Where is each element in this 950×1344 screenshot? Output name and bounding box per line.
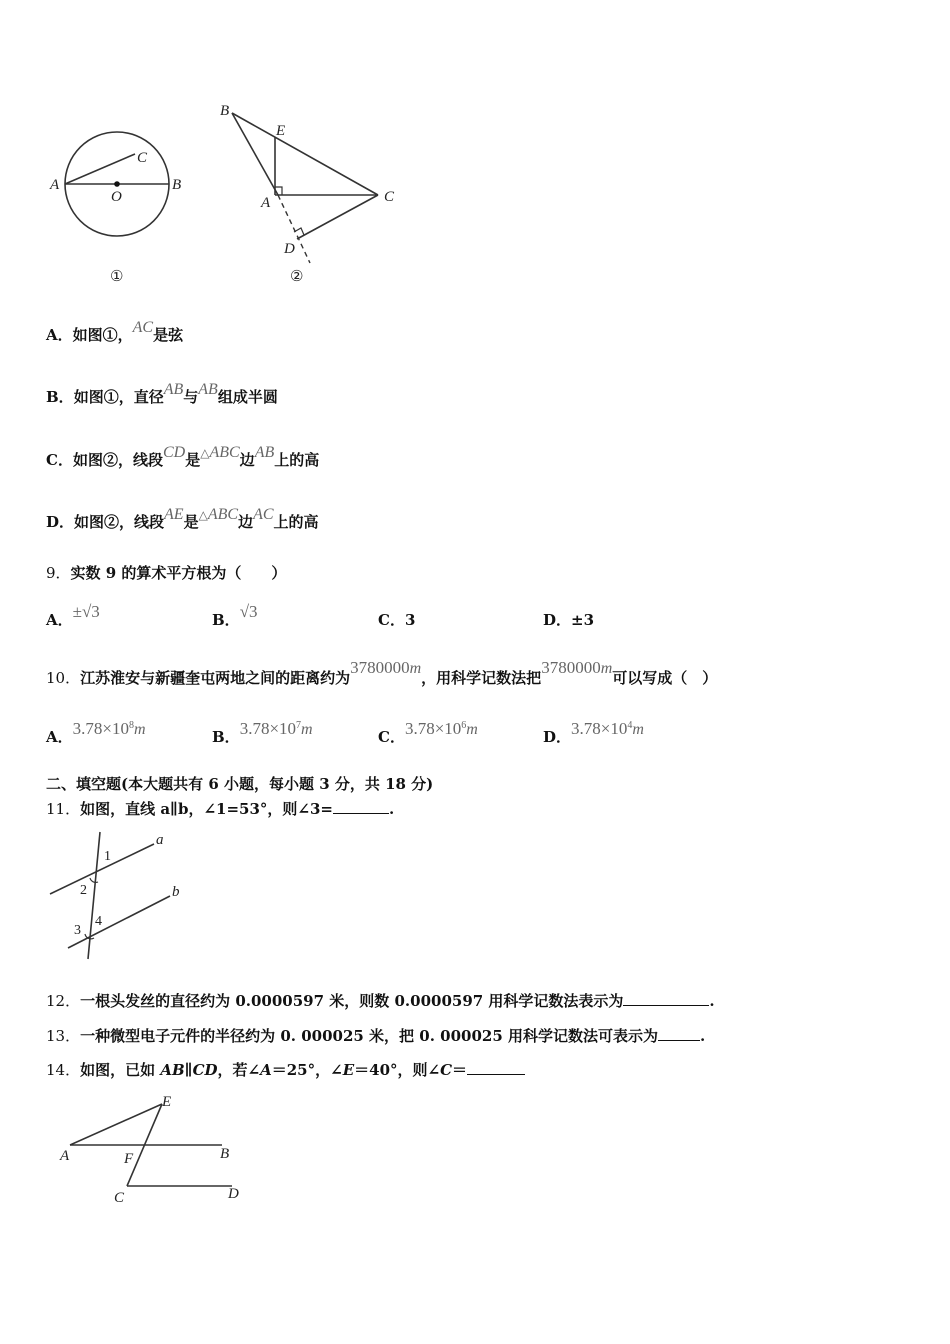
option-letter: B． — [212, 728, 240, 746]
math-e: E — [342, 1061, 355, 1079]
math-a: A — [260, 1061, 272, 1079]
label-c: C — [114, 1190, 125, 1206]
q14-stem — [46, 1059, 525, 1080]
label-f: F — [124, 1151, 134, 1167]
question-text: 如图，直线 a∥b，∠1=53°，则∠3= — [80, 800, 333, 818]
option-text: 是 — [185, 451, 201, 469]
figure-circle — [40, 125, 200, 290]
line-a — [50, 844, 154, 894]
distance-unit: m — [600, 660, 613, 677]
label-a: A — [50, 177, 60, 193]
label-e: E — [276, 123, 286, 139]
question-text: ，用科学记数法把 — [421, 669, 542, 687]
answer-blank[interactable] — [623, 991, 709, 1006]
option-letter: C． — [46, 451, 73, 469]
question-text: . — [700, 1027, 706, 1045]
math-abc: ABC — [209, 444, 240, 461]
angle-arc-2 — [90, 878, 98, 882]
caption-2: ② — [290, 269, 304, 285]
q10-option-d — [543, 719, 644, 747]
option-exponent: 8 — [128, 720, 134, 731]
q9-option-c — [378, 609, 415, 630]
label-b: B — [172, 177, 182, 193]
question-text: 一根头发丝的直径约为 0.0000597 米，则数 0.0000597 用科学记数法表示为 — [80, 992, 624, 1010]
transversal — [88, 832, 100, 959]
answer-blank[interactable] — [658, 1026, 700, 1041]
label-a: A — [60, 1148, 70, 1164]
line-b — [68, 896, 170, 948]
right-angle-d — [294, 228, 304, 235]
distance-unit: m — [409, 660, 422, 677]
option-text: 如图①， — [72, 326, 133, 344]
triangle-symbol: △ — [198, 508, 208, 522]
q8-option-b — [46, 381, 278, 407]
math-ac: AC — [253, 506, 274, 523]
segment-cd — [297, 195, 378, 239]
label-a: a — [156, 832, 164, 848]
question-number: 13． — [46, 1027, 81, 1045]
math-ab: AB — [198, 381, 218, 398]
answer-blank[interactable] — [333, 799, 389, 814]
option-mantissa: 3.78×10 — [72, 719, 129, 738]
q9-stem — [46, 562, 286, 583]
section-heading-text: 二、填空题(本大题共有 6 小题，每小题 3 分，共 18 分) — [46, 775, 434, 793]
label-b: B — [220, 1146, 230, 1162]
option-text: 上的高 — [274, 451, 320, 469]
label-1: 1 — [104, 849, 111, 864]
distance-value: 3780000 — [350, 658, 410, 677]
option-value: √3 — [239, 602, 258, 621]
option-letter: A． — [46, 326, 73, 344]
option-exponent: 7 — [296, 720, 302, 731]
question-number: 9． — [46, 564, 71, 582]
label-2: 2 — [80, 883, 87, 898]
option-unit: m — [133, 721, 146, 738]
q11-stem — [46, 798, 394, 819]
math-ab: AB — [254, 444, 275, 461]
label-d: D — [284, 241, 295, 257]
question-number: 10． — [46, 669, 81, 687]
question-text: ＝40°，则∠ — [354, 1061, 441, 1079]
label-3: 3 — [74, 923, 81, 938]
q10-stem — [46, 658, 718, 688]
option-mantissa: 3.78×10 — [404, 719, 462, 738]
option-mantissa: 3.78×10 — [571, 719, 628, 738]
q10-option-c — [378, 719, 478, 747]
option-letter: A． — [46, 728, 73, 746]
q8-option-d — [46, 506, 319, 532]
option-value: ±√3 — [72, 602, 100, 621]
math-ac: AC — [132, 319, 154, 336]
option-text: 上的高 — [273, 513, 319, 531]
label-b: b — [172, 884, 180, 900]
label-b: B — [220, 103, 230, 119]
distance-value: 3780000 — [541, 658, 601, 677]
section-heading — [46, 773, 433, 794]
option-text: 如图②，线段 — [74, 513, 165, 531]
q8-option-c — [46, 444, 320, 470]
option-exponent: 6 — [461, 720, 467, 731]
question-text: 可以写成（ ） — [612, 669, 718, 687]
math-c: C — [440, 1061, 453, 1079]
math-ab: AB — [163, 381, 184, 398]
option-unit: m — [301, 721, 313, 738]
option-letter: D． — [543, 728, 572, 746]
label-o: O — [111, 189, 122, 205]
question-number: 11． — [46, 800, 81, 818]
q10-option-a — [46, 719, 146, 747]
figure-parallel-lines — [46, 826, 196, 966]
option-text: 如图②，线段 — [72, 451, 163, 469]
option-value: 3 — [404, 611, 416, 629]
question-text: . — [389, 800, 395, 818]
math-ab-parallel-cd: AB∥CD — [160, 1061, 218, 1079]
q9-option-b — [212, 602, 258, 630]
option-letter: C． — [378, 728, 405, 746]
label-c: C — [384, 189, 395, 205]
question-text: ＝25°，∠ — [271, 1061, 343, 1079]
question-text: . — [709, 992, 715, 1010]
option-letter: B． — [212, 611, 240, 629]
q9-option-d — [543, 609, 594, 630]
label-e: E — [162, 1094, 172, 1110]
q12-stem — [46, 990, 715, 1011]
question-text: 实数 9 的算术平方根为（ ） — [70, 564, 287, 582]
figure-parallel-ab-cd — [56, 1090, 256, 1210]
label-d: D — [228, 1186, 239, 1202]
option-text: 与 — [183, 388, 199, 406]
option-text: 组成半圆 — [217, 388, 278, 406]
math-abc: ABC — [207, 506, 239, 523]
question-text: ＝ — [452, 1061, 468, 1079]
option-unit: m — [632, 721, 644, 738]
figure-triangle — [210, 95, 410, 290]
math-cd: CD — [162, 444, 186, 461]
triangle-symbol: △ — [200, 446, 210, 460]
option-text: 如图①，直径 — [73, 388, 164, 406]
q10-option-b — [212, 719, 313, 747]
question-text: 如图，已如 — [80, 1061, 161, 1079]
option-text: 是 — [183, 513, 199, 531]
option-mantissa: 3.78×10 — [239, 719, 297, 738]
option-value: ±3 — [571, 611, 595, 629]
chord-ac — [65, 154, 135, 184]
question-number: 14． — [46, 1061, 81, 1079]
caption-1: ① — [110, 269, 124, 285]
question-number: 12． — [46, 992, 81, 1010]
q9-option-a — [46, 602, 100, 630]
option-letter: C． — [378, 611, 405, 629]
option-unit: m — [466, 721, 478, 738]
q13-stem — [46, 1025, 705, 1046]
math-ae: AE — [164, 506, 184, 523]
segment-ae — [70, 1104, 162, 1145]
answer-blank[interactable] — [467, 1060, 525, 1075]
option-letter: A． — [46, 611, 73, 629]
option-text: 是弦 — [153, 326, 184, 344]
q8-option-a — [46, 319, 184, 345]
label-c: C — [137, 150, 148, 166]
question-text: ，若∠ — [217, 1061, 261, 1079]
question-text: 一种微型电子元件的半径约为 0. 000025 米，把 0. 000025 用科学记数法可表示为 — [80, 1027, 658, 1045]
option-text: 边 — [238, 513, 254, 531]
label-a: A — [261, 195, 271, 211]
option-letter: D． — [46, 513, 75, 531]
option-letter: B． — [46, 388, 74, 406]
label-4: 4 — [95, 914, 102, 929]
option-exponent: 4 — [627, 720, 633, 731]
question-text: 江苏淮安与新疆奎屯两地之间的距离约为 — [80, 669, 351, 687]
segment-bc — [232, 113, 378, 195]
center-dot — [114, 181, 120, 187]
option-letter: D． — [543, 611, 572, 629]
option-text: 边 — [239, 451, 255, 469]
